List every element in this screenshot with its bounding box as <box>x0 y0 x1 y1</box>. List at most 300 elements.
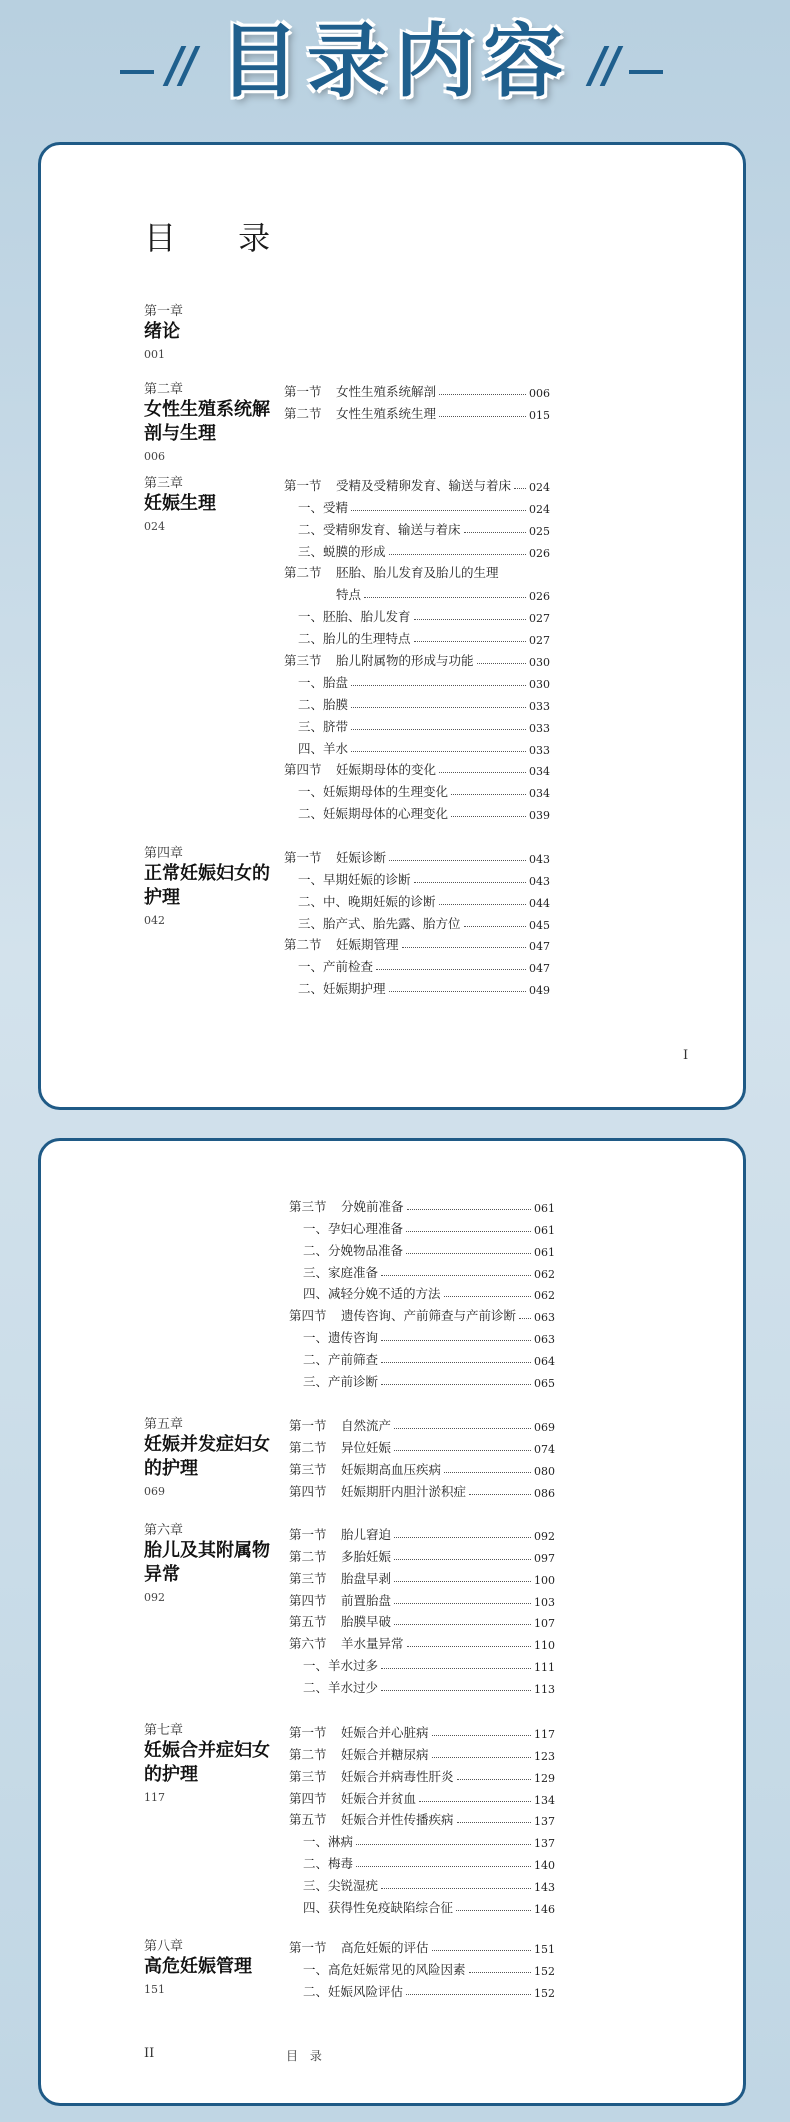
entry-page-number: 030 <box>529 656 550 670</box>
entry-page-number: 062 <box>534 1289 555 1303</box>
dot-leader <box>381 1690 531 1691</box>
entry-title: 一、妊娠期母体的生理变化 <box>298 784 449 800</box>
dot-leader <box>439 416 526 417</box>
toc-section-entry <box>289 1934 555 1956</box>
entry-title: 多胎妊娠 <box>341 1548 392 1564</box>
entry-page-number: 033 <box>529 743 550 757</box>
toc-subsection-entry <box>284 669 550 691</box>
entry-page-number: 044 <box>529 896 550 910</box>
entry-page-number: 043 <box>529 852 550 866</box>
toc-subsection-entry <box>289 1324 555 1346</box>
entry-page-number: 006 <box>529 386 550 400</box>
toc-section-entry <box>289 1763 555 1785</box>
dot-leader <box>351 685 526 686</box>
entry-title: 三、尖锐湿疣 <box>303 1878 379 1894</box>
toc-subsection-entry <box>289 1956 555 1978</box>
chapter-block <box>144 1938 280 1997</box>
entry-page-number: 100 <box>534 1573 555 1587</box>
toc-section-entry <box>284 378 550 400</box>
entry-page-number: 033 <box>529 699 550 713</box>
toc-section-entry <box>289 1609 555 1631</box>
toc-section-entry <box>289 1456 555 1478</box>
entry-title: 女性生殖系统生理 <box>336 405 437 421</box>
chapter-page: 024 <box>144 520 165 533</box>
dot-leader <box>444 1296 531 1297</box>
section-number: 第三节 <box>289 1461 327 1477</box>
chapter-page: 117 <box>144 1791 165 1804</box>
section-number: 第一节 <box>289 1724 327 1740</box>
entry-title: 分娩前准备 <box>341 1198 404 1214</box>
entry-title: 羊水量异常 <box>341 1636 404 1652</box>
entry-title: 自然流产 <box>341 1417 392 1433</box>
entry-title: 二、妊娠期护理 <box>298 981 386 997</box>
toc-section-entry <box>284 932 550 954</box>
dot-leader <box>432 1950 531 1951</box>
entry-page-number: 063 <box>534 1311 555 1325</box>
dot-leader <box>351 707 526 708</box>
toc-subsection-entry <box>284 713 550 735</box>
page-folio: I <box>683 1048 689 1063</box>
entry-page-number: 065 <box>534 1377 555 1391</box>
chapter-page: 069 <box>144 1485 165 1498</box>
dot-leader <box>381 1340 531 1341</box>
chapter-block <box>144 1416 280 1499</box>
entry-page-number: 137 <box>534 1837 555 1851</box>
toc-subsection-entry <box>289 1674 555 1696</box>
entry-title: 妊娠期高血压疾病 <box>341 1461 442 1477</box>
entry-title: 妊娠期母体的变化 <box>336 762 437 778</box>
entry-page-number: 026 <box>529 590 550 604</box>
section-number: 第三节 <box>289 1198 327 1214</box>
entry-page-number: 024 <box>529 480 550 494</box>
entry-page-number: 061 <box>534 1201 555 1215</box>
entry-page-number: 074 <box>534 1442 555 1456</box>
toc-section-entry <box>289 1565 555 1587</box>
section-number: 第二节 <box>284 405 322 421</box>
entry-title: 一、羊水过多 <box>303 1658 379 1674</box>
entry-page-number: 039 <box>529 809 550 823</box>
toc-section-entry <box>289 1719 555 1741</box>
entry-page-number: 117 <box>534 1727 555 1741</box>
dot-leader <box>432 1735 531 1736</box>
entry-title: 受精及受精卵发育、输送与着床 <box>336 477 512 493</box>
entry-page-number: 030 <box>529 677 550 691</box>
chapter-label: 第三章 <box>144 476 184 491</box>
toc-subsection-entry <box>284 866 550 888</box>
dot-leader <box>469 1494 531 1495</box>
dot-leader <box>432 1757 531 1758</box>
entry-page-number: 110 <box>534 1639 555 1653</box>
entry-title: 三、产前诊断 <box>303 1374 379 1390</box>
dot-leader <box>381 1362 531 1363</box>
dot-leader <box>407 1646 531 1647</box>
dot-leader <box>406 1253 531 1254</box>
dot-leader <box>351 729 526 730</box>
toc-section-entry <box>289 1193 555 1215</box>
chapter-name: 妊娠并发症妇女的护理 <box>144 1434 270 1479</box>
entry-page-number: 123 <box>534 1749 555 1763</box>
toc-section-entry <box>289 1807 555 1829</box>
entry-page-number: 069 <box>534 1420 555 1434</box>
entry-page-number: 111 <box>534 1661 555 1675</box>
toc-subsection-entry <box>284 778 550 800</box>
entry-page-number: 047 <box>529 940 550 954</box>
entry-title: 女性生殖系统解剖 <box>336 383 437 399</box>
entry-page-number: 134 <box>534 1793 555 1807</box>
toc-subsection-entry <box>284 800 550 822</box>
dot-leader <box>456 1910 531 1911</box>
chapter-name: 妊娠生理 <box>144 493 216 514</box>
entry-page-number: 027 <box>529 634 550 648</box>
section-number: 第五节 <box>289 1812 327 1828</box>
entry-page-number: 086 <box>534 1486 555 1500</box>
section-number: 第二节 <box>284 565 322 581</box>
dot-leader <box>514 488 526 489</box>
dot-leader <box>439 394 526 395</box>
chapter-label: 第一章 <box>144 304 184 319</box>
right-decoration <box>585 46 675 76</box>
section-number: 第一节 <box>289 1417 327 1433</box>
toc-section-entry <box>289 1543 555 1565</box>
entry-title: 高危妊娠的评估 <box>341 1939 429 1955</box>
dot-leader <box>356 1844 531 1845</box>
toc-entry-list <box>289 1412 555 1500</box>
entry-title: 二、妊娠风险评估 <box>303 1983 404 1999</box>
dot-leader <box>356 1866 531 1867</box>
toc-section-entry <box>289 1412 555 1434</box>
section-number: 第二节 <box>284 937 322 953</box>
dot-leader <box>414 882 526 883</box>
toc-subsection-entry <box>289 1872 555 1894</box>
entry-page-number: 152 <box>534 1986 555 2000</box>
entry-page-number: 129 <box>534 1771 555 1785</box>
entry-page-number: 137 <box>534 1815 555 1829</box>
entry-title: 前置胎盘 <box>341 1592 392 1608</box>
entry-page-number: 143 <box>534 1881 555 1895</box>
entry-page-number: 033 <box>529 721 550 735</box>
entry-title: 三、家庭准备 <box>303 1264 379 1280</box>
entry-title: 三、蜕膜的形成 <box>298 543 386 559</box>
chapter-block <box>144 1522 280 1605</box>
entry-title: 妊娠合并贫血 <box>341 1790 417 1806</box>
section-number: 第三节 <box>284 653 322 669</box>
toc-section-entry <box>289 1630 555 1652</box>
dot-leader <box>439 904 526 905</box>
chapter-page: 092 <box>144 1591 165 1604</box>
section-number: 第二节 <box>289 1439 327 1455</box>
toc-subsection-entry <box>284 494 550 516</box>
chapter-page: 001 <box>144 348 165 361</box>
entry-title: 二、受精卵发育、输送与着床 <box>298 521 461 537</box>
dot-leader <box>394 1428 531 1429</box>
entry-page-number: 015 <box>529 408 550 422</box>
chapter-block <box>144 381 280 464</box>
entry-page-number: 027 <box>529 612 550 626</box>
chapter-page: 042 <box>144 914 165 927</box>
toc-section-entry <box>289 1785 555 1807</box>
dot-leader <box>381 1384 531 1385</box>
entry-page-number: 064 <box>534 1355 555 1369</box>
entry-title: 二、梅毒 <box>303 1856 354 1872</box>
chapter-block <box>144 845 280 928</box>
chapter-name: 正常妊娠妇女的护理 <box>144 863 270 908</box>
entry-page-number: 092 <box>534 1529 555 1543</box>
toc-section-entry <box>289 1521 555 1543</box>
dot-leader <box>451 794 526 795</box>
toc-subsection-entry <box>284 538 550 560</box>
section-number: 第四节 <box>289 1790 327 1806</box>
dot-leader <box>389 860 526 861</box>
toc-entry-list <box>289 1521 555 1696</box>
dot-leader <box>469 1972 531 1973</box>
entry-page-number: 107 <box>534 1617 555 1631</box>
toc-subsection-entry <box>289 1828 555 1850</box>
dot-leader <box>419 1801 531 1802</box>
toc-subsection-entry <box>284 625 550 647</box>
toc-subsection-entry <box>284 691 550 713</box>
toc-entry-list <box>289 1719 555 1916</box>
entry-title: 二、产前筛查 <box>303 1352 379 1368</box>
toc-entry-list <box>284 844 550 997</box>
entry-page-number: 047 <box>529 962 550 976</box>
toc-section-entry <box>284 647 550 669</box>
toc-subsection-entry <box>289 1346 555 1368</box>
chapter-label: 第八章 <box>144 1939 184 1954</box>
toc-section-entry <box>289 1478 555 1500</box>
entry-page-number: 151 <box>534 1942 555 1956</box>
dot-leader <box>389 991 526 992</box>
toc-entry-list <box>284 378 550 422</box>
page-folio: II <box>144 2046 155 2061</box>
chapter-page: 006 <box>144 450 165 463</box>
dot-leader <box>464 926 526 927</box>
entry-title: 二、胎膜 <box>298 696 349 712</box>
chapter-block <box>144 1722 280 1805</box>
toc-subsection-entry <box>289 1978 555 2000</box>
toc-subsection-entry <box>289 1281 555 1303</box>
dot-leader <box>439 772 526 773</box>
entry-page-number: 043 <box>529 874 550 888</box>
dot-leader <box>394 1559 531 1560</box>
toc-page-2 <box>38 1138 746 2106</box>
chapter-name: 高危妊娠管理 <box>144 1956 252 1977</box>
entry-title: 妊娠合并糖尿病 <box>341 1746 429 1762</box>
page-header <box>0 0 790 120</box>
chapter-label: 第五章 <box>144 1417 184 1432</box>
section-number: 第四节 <box>289 1483 327 1499</box>
dot-leader <box>457 1822 531 1823</box>
chapter-name: 绪论 <box>144 321 180 342</box>
dot-leader <box>381 1668 531 1669</box>
toc-entry-list <box>289 1934 555 2000</box>
entry-title: 胎盘早剥 <box>341 1570 392 1586</box>
toc-subsection-entry <box>289 1215 555 1237</box>
entry-page-number: 026 <box>529 546 550 560</box>
toc-title: 目 录 <box>144 219 297 257</box>
entry-title: 一、产前检查 <box>298 959 374 975</box>
dot-leader <box>407 1209 531 1210</box>
section-number: 第一节 <box>289 1526 327 1542</box>
dot-leader <box>394 1603 531 1604</box>
section-number: 第二节 <box>289 1548 327 1564</box>
entry-page-number: 025 <box>529 524 550 538</box>
entry-title: 妊娠合并病毒性肝炎 <box>341 1768 454 1784</box>
toc-section-entry <box>289 1302 555 1324</box>
toc-subsection-entry <box>289 1368 555 1390</box>
entry-page-number: 113 <box>534 1683 555 1697</box>
entry-title: 一、高危妊娠常见的风险因素 <box>303 1961 466 1977</box>
entry-page-number: 034 <box>529 787 550 801</box>
entry-title: 特点 <box>336 587 362 603</box>
dot-leader <box>406 1994 531 1995</box>
toc-entry-continuation <box>284 581 550 603</box>
entry-title: 一、胚胎、胎儿发育 <box>298 609 411 625</box>
entry-title: 二、中、晚期妊娠的诊断 <box>298 893 436 909</box>
dot-leader <box>414 619 526 620</box>
dot-leader <box>519 1318 531 1319</box>
toc-section-entry <box>289 1434 555 1456</box>
entry-title: 妊娠诊断 <box>336 849 387 865</box>
entry-title: 四、减轻分娩不适的方法 <box>303 1286 441 1302</box>
entry-title: 异位妊娠 <box>341 1439 392 1455</box>
entry-title: 四、获得性免疫缺陷综合征 <box>303 1900 454 1916</box>
toc-subsection-entry <box>284 516 550 538</box>
entry-title: 妊娠期管理 <box>336 937 399 953</box>
entry-title: 胚胎、胎儿发育及胎儿的生理 <box>336 565 499 581</box>
entry-title: 一、受精 <box>298 499 349 515</box>
entry-page-number: 097 <box>534 1551 555 1565</box>
entry-title: 二、羊水过少 <box>303 1680 379 1696</box>
chapter-name: 女性生殖系统解剖与生理 <box>144 399 270 444</box>
entry-page-number: 045 <box>529 918 550 932</box>
dot-leader <box>394 1624 531 1625</box>
entry-title: 一、胎盘 <box>298 674 349 690</box>
entry-title: 胎儿窘迫 <box>341 1526 392 1542</box>
toc-section-entry <box>284 472 550 494</box>
entry-title: 胎儿附属物的形成与功能 <box>336 653 474 669</box>
chapter-block <box>144 475 280 534</box>
chapter-label: 第六章 <box>144 1523 184 1538</box>
entry-page-number: 061 <box>534 1223 555 1237</box>
dot-leader <box>351 751 526 752</box>
entry-title: 二、胎儿的生理特点 <box>298 631 411 647</box>
section-number: 第六节 <box>289 1636 327 1652</box>
entry-page-number: 080 <box>534 1464 555 1478</box>
toc-subsection-entry <box>284 953 550 975</box>
entry-title: 胎膜早破 <box>341 1614 392 1630</box>
running-head: 目 录 <box>286 2049 326 2063</box>
section-number: 第三节 <box>289 1768 327 1784</box>
dot-leader <box>457 1779 531 1780</box>
entry-title: 妊娠合并心脏病 <box>341 1724 429 1740</box>
dot-leader <box>381 1275 531 1276</box>
chapter-label: 第二章 <box>144 382 184 397</box>
dot-leader <box>444 1472 531 1473</box>
toc-section-entry <box>284 400 550 422</box>
toc-subsection-entry <box>289 1237 555 1259</box>
toc-subsection-entry <box>289 1652 555 1674</box>
entry-title: 妊娠期肝内胆汁淤积症 <box>341 1483 467 1499</box>
toc-subsection-entry <box>289 1259 555 1281</box>
toc-subsection-entry <box>289 1894 555 1916</box>
entry-title: 二、妊娠期母体的心理变化 <box>298 806 449 822</box>
toc-subsection-entry <box>284 735 550 757</box>
section-number: 第二节 <box>289 1746 327 1762</box>
entry-title: 四、羊水 <box>298 740 349 756</box>
dot-leader <box>364 597 526 598</box>
entry-page-number: 034 <box>529 765 550 779</box>
section-number: 第一节 <box>284 383 322 399</box>
chapter-page: 151 <box>144 1983 165 1996</box>
toc-subsection-entry <box>284 603 550 625</box>
entry-title: 一、孕妇心理准备 <box>303 1220 404 1236</box>
entry-title: 三、脐带 <box>298 718 349 734</box>
entry-page-number: 152 <box>534 1964 555 1978</box>
section-number: 第五节 <box>289 1614 327 1630</box>
dot-leader <box>414 641 526 642</box>
entry-title: 二、分娩物品准备 <box>303 1242 404 1258</box>
dot-leader <box>451 816 526 817</box>
dot-leader <box>464 532 526 533</box>
dot-leader <box>376 969 526 970</box>
toc-section-entry <box>289 1741 555 1763</box>
entry-page-number: 140 <box>534 1859 555 1873</box>
dot-leader <box>402 947 526 948</box>
entry-title: 一、遗传咨询 <box>303 1330 379 1346</box>
toc-subsection-entry <box>284 975 550 997</box>
chapter-name: 胎儿及其附属物异常 <box>144 1540 270 1585</box>
section-number: 第三节 <box>289 1570 327 1586</box>
toc-page-1 <box>38 142 746 1110</box>
dot-leader <box>351 510 526 511</box>
toc-subsection-entry <box>289 1850 555 1872</box>
dot-leader <box>406 1231 531 1232</box>
chapter-label: 第四章 <box>144 846 184 861</box>
entry-title: 妊娠合并性传播疾病 <box>341 1812 454 1828</box>
entry-page-number: 063 <box>534 1333 555 1347</box>
entry-title: 遗传咨询、产前筛查与产前诊断 <box>341 1308 517 1324</box>
toc-section-entry <box>284 757 550 779</box>
dot-leader <box>389 554 526 555</box>
toc-subsection-entry <box>284 910 550 932</box>
section-number: 第一节 <box>284 849 322 865</box>
entry-page-number: 062 <box>534 1267 555 1281</box>
dot-leader <box>381 1888 531 1889</box>
chapter-label: 第七章 <box>144 1723 184 1738</box>
entry-page-number: 103 <box>534 1595 555 1609</box>
toc-subsection-entry <box>284 888 550 910</box>
section-number: 第一节 <box>284 477 322 493</box>
chapter-name: 妊娠合并症妇女的护理 <box>144 1740 270 1785</box>
section-number: 第四节 <box>284 762 322 778</box>
section-number: 第四节 <box>289 1592 327 1608</box>
entry-title: 三、胎产式、胎先露、胎方位 <box>298 915 461 931</box>
dot-leader <box>394 1450 531 1451</box>
dot-leader <box>477 663 526 664</box>
section-number: 第一节 <box>289 1939 327 1955</box>
entry-page-number: 061 <box>534 1245 555 1259</box>
entry-title: 一、淋病 <box>303 1834 354 1850</box>
dot-leader <box>394 1537 531 1538</box>
section-number: 第四节 <box>289 1308 327 1324</box>
toc-section-entry <box>289 1587 555 1609</box>
entry-page-number: 024 <box>529 502 550 516</box>
entry-title: 一、早期妊娠的诊断 <box>298 871 411 887</box>
toc-entry-list <box>284 472 550 822</box>
header-title: 目录内容 <box>219 15 571 108</box>
toc-section-entry <box>284 844 550 866</box>
entry-page-number: 049 <box>529 984 550 998</box>
